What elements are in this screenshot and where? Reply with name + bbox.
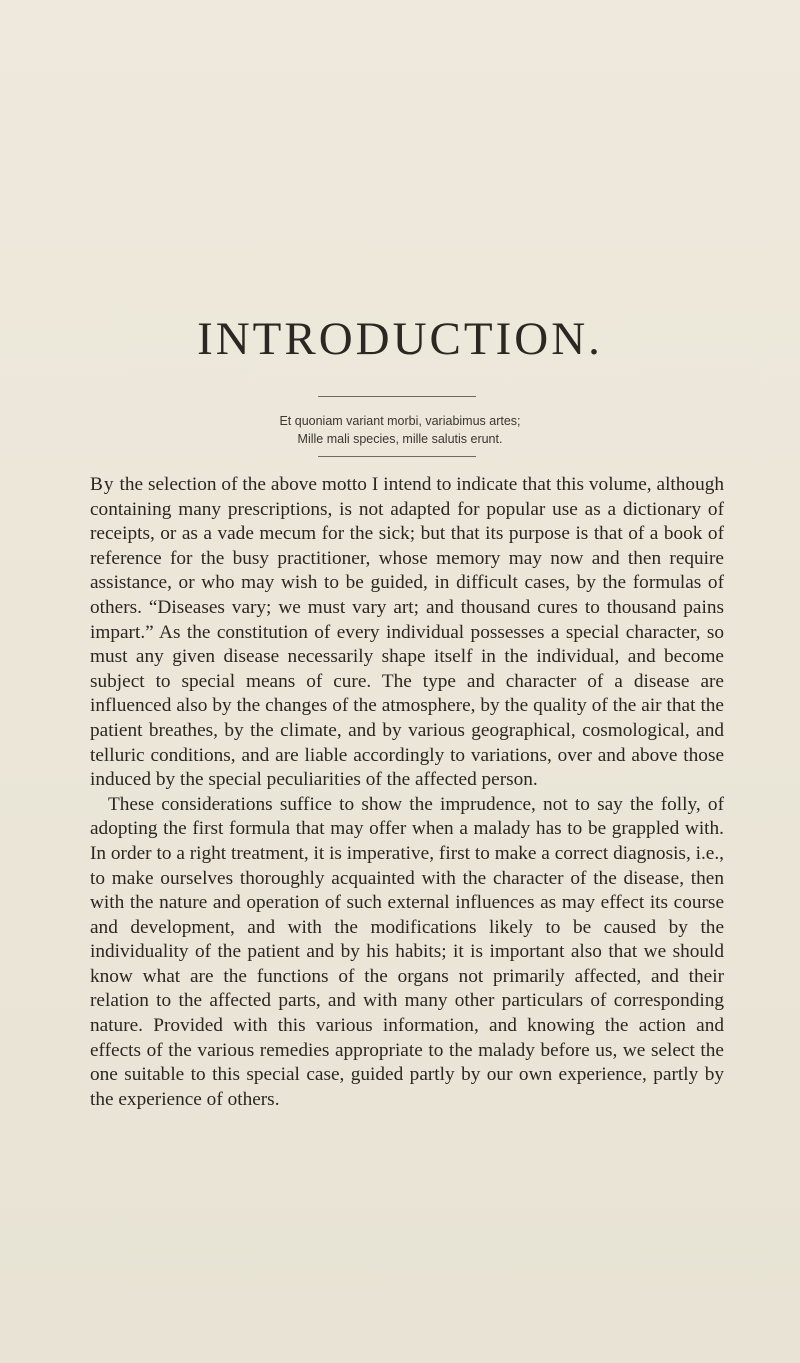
paragraph-1-text: the selection of the above motto I intend to indicate that this volume, although containing many prescriptions, is not adapted for popular use as a dictionary of receipts, or as a vade mecum for the sick; but that its purpose is that of a book of reference for the busy practitioner, whose memory may now and then require assistance, or who may wish to be guided, in difficult cases, by the formulas of others. “Diseases vary; we must vary art; and thousand cures to thousand pains impart.” As the constitution of every individual possesses a special character, so must any given disease necessarily shape itself in the individual, and become subject to special means of cure. The type and character of a disease are influenced also by the changes of the atmosphere, by the quality of the air that the patient breathes, by the climate, and by various geographical, cosmological, and telluric conditions, and are liable accordingly to variations, over and above those induced by the special peculiarities of the affected person. <box>90 474 724 791</box>
paragraph-2-text: These considerations suffice to show the imprudence, not to say the folly, of adopting the first formula that may offer when a malady has to be grappled with. In order to a right treatment, it is imperative, first to make a correct diagnosis, i.e., to make ourselves thoroughly acquainted with the character of the disease, then with the nature and operation of such external influences as may effect its course and development, and with the modifications likely to be caused by the individuality of the patient and by his habits; it is important also that we should know what are the functions of the organs not primarily affected, and their relation to the affected parts, and with many other particulars of corresponding nature. Provided with this various information, and knowing the action and effects of the various remedies appropriate to the malady before us, we select the one suitable to this special case, guided partly by our own experience, partly by the experience of others. <box>90 793 724 1110</box>
divider-top <box>318 396 476 397</box>
paragraph-2 <box>90 793 724 1113</box>
motto-line-1: Et quoniam variant morbi, variabimus artes; <box>279 414 521 428</box>
motto <box>0 412 800 448</box>
page-title: INTRODUCTION. <box>197 313 603 365</box>
paragraph-lead-word: By <box>90 474 115 495</box>
motto-line-2: Mille mali species, mille salutis erunt. <box>297 432 503 446</box>
body-text <box>90 473 724 1112</box>
paragraph-1 <box>90 473 724 793</box>
divider-bottom <box>318 456 476 457</box>
